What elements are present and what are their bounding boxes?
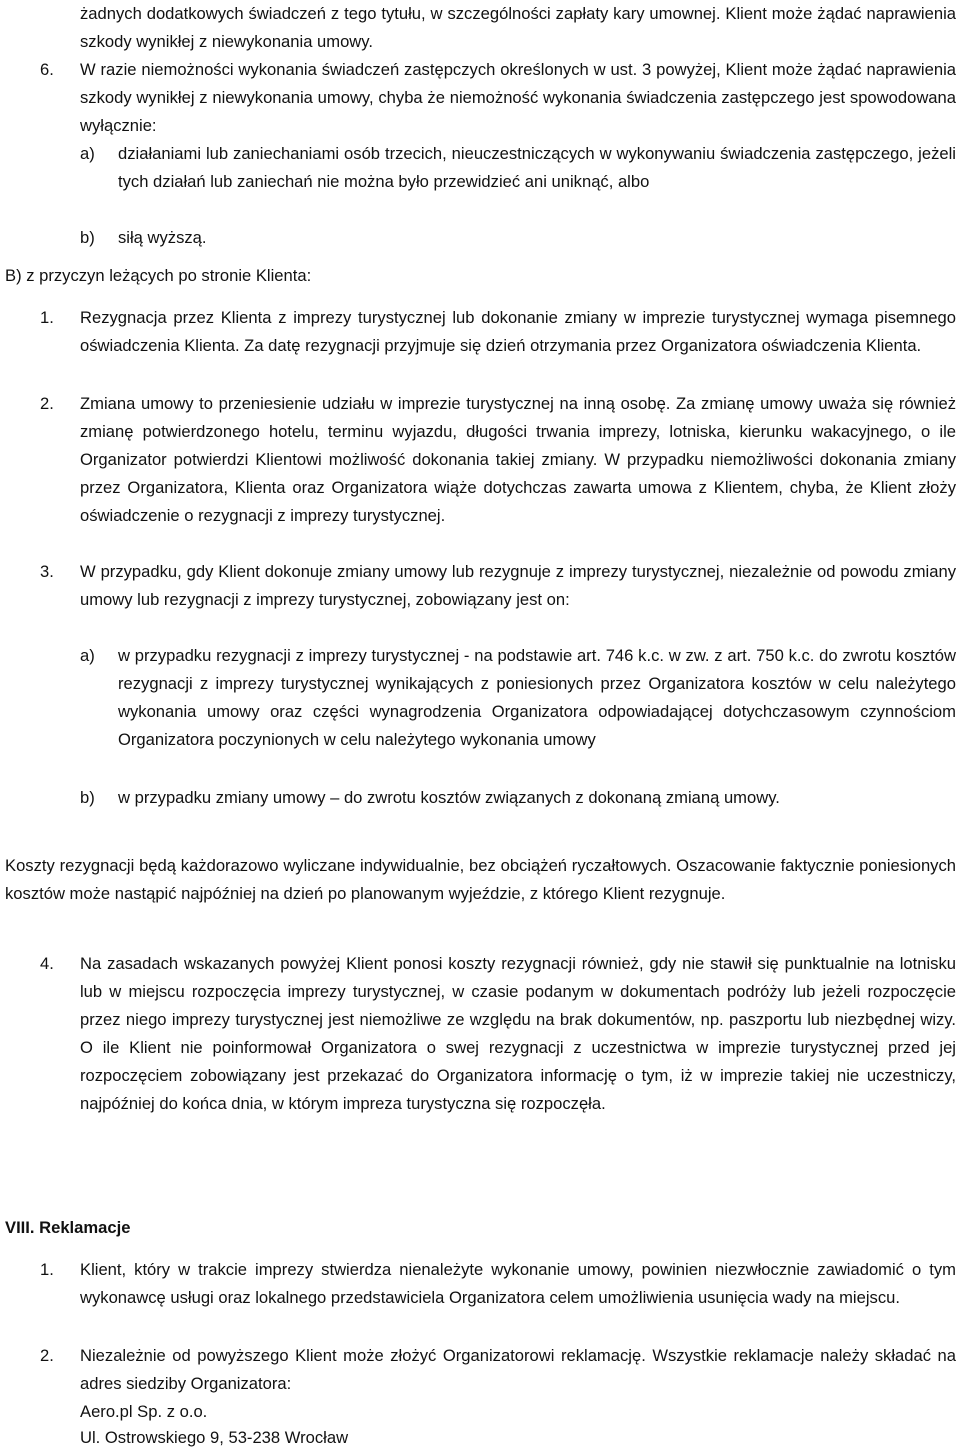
item-2-text: Zmiana umowy to przeniesienie udziału w imprezie turystycznej na inną osobę. Za zmianę umowy uważa się również zmianę potwierdzonego hotelu, terminu wyjazdu, długości trwania imprezy, lotniska, kierunku wakacyjnego, o ile Organizator potwierdzi Klientowi możliwość dokonania takiej zmiany. W przypadku niemożliwości dokonania zmiany przez Organizatora, Klienta oraz Organizatora wiąże dotychczas zawarta umowa z Klientem, chyba, że Klient złoży oświadczenie o rezygnacji z imprezy turystycznej.	[80, 394, 956, 525]
company-address: Ul. Ostrowskiego 9, 53-238 Wrocław	[80, 1428, 349, 1447]
item-number-2: 2.	[40, 394, 54, 413]
paragraph-continuation: żadnych dodatkowych świadczeń z tego tytułu, w szczególności zapłaty kary umownej. Klient może żądać naprawienia szkody wynikłej z niewykonania umowy.	[80, 4, 956, 51]
reklamacje-item-1-text: Klient, który w trakcie imprezy stwierdza nienależyte wykonanie umowy, powinien niezwłocznie zawiadomić o tym wykonawcę usługi oraz lokalnego przedstawiciela Organizatora celem umożliwienia usunięcia wady na miejscu.	[80, 1260, 956, 1307]
subitem-a-marker: a)	[80, 144, 95, 163]
subitem-b-text-2: w przypadku zmiany umowy – do zwrotu kosztów związanych z dokonaną zmianą umowy.	[118, 788, 780, 807]
subitem-b-marker: b)	[80, 228, 95, 247]
item-4-text: Na zasadach wskazanych powyżej Klient ponosi koszty rezygnacji również, gdy nie stawił się punktualnie na lotnisku lub w miejscu rozpoczęcia imprezy turystycznej, w czasie podanym w dokumentach podróży lub jeżeli rozpoczęcie przez niego imprezy turystycznej jest niemożliwe ze względu na brak dokumentów, np. paszportu lub niezbędnej wizy. O ile Klient nie poinformował Organizatora o swej rezygnacji z uczestnictwa w imprezie turystycznej przed jej rozpoczęciem zobowiązany jest przekazać do Organizatora informację o tym, iż w imprezie takiej nie uczestniczy, najpóźniej do końca dnia, w którym impreza turystyczna się rozpoczęła.	[80, 954, 956, 1113]
subitem-a-text: działaniami lub zaniechaniami osób trzecich, nieuczestniczących w wykonywaniu świadczenia zastępczego, jeżeli tych działań lub zaniechań nie można było przewidzieć ani uniknąć, albo	[118, 144, 956, 191]
item-3-text: W przypadku, gdy Klient dokonuje zmiany umowy lub rezygnuje z imprezy turystycznej, niezależnie od powodu zmiany umowy lub rezygnacji z imprezy turystycznej, zobowiązany jest on:	[80, 562, 956, 609]
item-number-1: 1.	[40, 308, 54, 327]
subitem-b-marker-2: b)	[80, 788, 95, 807]
subitem-b-text: siłą wyższą.	[118, 228, 207, 247]
company-name: Aero.pl Sp. z o.o.	[80, 1402, 208, 1421]
item-number-3: 3.	[40, 562, 54, 581]
section-b-subheading: B) z przyczyn leżących po stronie Klienta:	[5, 266, 312, 285]
item-6-text: W razie niemożności wykonania świadczeń zastępczych określonych w ust. 3 powyżej, Klient może żądać naprawienia szkody wynikłej z niewykonania umowy, chyba że niemożność wykonania świadczenia zastępczego jest spowodowana wyłącznie:	[80, 60, 956, 135]
item-number-4: 4.	[40, 954, 54, 973]
subitem-a-marker-2: a)	[80, 646, 95, 665]
costs-paragraph: Koszty rezygnacji będą każdorazowo wyliczane indywidualnie, bez obciążeń ryczałtowych. Oszacowanie faktycznie poniesionych kosztów może nastąpić najpóźniej na dzień po planowanym wyjeździe, z którego Klient rezygnuje.	[5, 856, 956, 903]
subitem-a-text-2: w przypadku rezygnacji z imprezy turystycznej - na podstawie art. 746 k.c. w zw. z art. 750 k.c. do zwrotu kosztów rezygnacji z imprezy turystycznej wynikających z poniesionych przez Organizatora kosztów w celu należytego wykonania umowy oraz części wynagrodzenia Organizatora odpowiadającej dotychczasowym czynnościom Organizatora poczynionych w celu należytego wykonania umowy	[118, 646, 956, 749]
item-number-6: 6.	[40, 60, 54, 79]
item-1-text: Rezygnacja przez Klienta z imprezy turystycznej lub dokonanie zmiany w imprezie turystycznej wymaga pisemnego oświadczenia Klienta. Za datę rezygnacji przyjmuje się dzień otrzymania przez Organizatora oświadczenia Klienta.	[80, 308, 956, 355]
reklamacje-item-2-text: Niezależnie od powyższego Klient może złożyć Organizatorowi reklamację. Wszystkie reklamacje należy składać na adres siedziby Organizatora:	[80, 1346, 956, 1393]
item-number-2-reklamacje: 2.	[40, 1346, 54, 1365]
section-heading-reklamacje: VIII. Reklamacje	[5, 1218, 131, 1237]
item-number-1-reklamacje: 1.	[40, 1260, 54, 1279]
